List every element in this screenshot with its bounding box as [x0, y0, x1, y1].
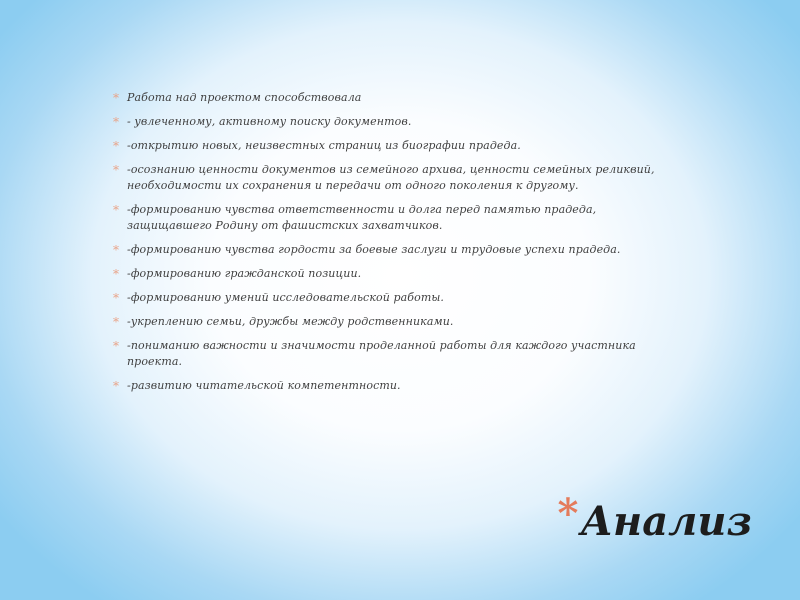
star-bullet-icon: * [113, 291, 120, 305]
list-item [113, 290, 658, 306]
star-bullet-icon: * [113, 267, 120, 281]
star-bullet-icon: * [113, 139, 120, 153]
list-item [113, 266, 658, 282]
star-bullet-icon: * [113, 379, 120, 393]
list-item-text: -пониманию важности и значимости проделанной работы для каждого участника проекта. [127, 339, 636, 368]
list-item [113, 138, 658, 154]
star-bullet-icon: * [113, 163, 120, 177]
title-star-icon: * [557, 490, 579, 537]
star-bullet-icon: * [113, 243, 120, 257]
star-bullet-icon: * [113, 203, 120, 217]
slide-title [557, 490, 752, 548]
list-item-text: -формированию чувства гордости за боевые заслуги и трудовые успехи прадеда. [127, 243, 621, 256]
list-item [113, 314, 658, 330]
bullet-list [113, 90, 658, 402]
list-item [113, 162, 658, 194]
list-item-text: - увлеченному, активному поиску документов. [127, 115, 412, 128]
star-bullet-icon: * [113, 315, 120, 329]
list-item-text: -формированию гражданской позиции. [127, 267, 362, 280]
list-item [113, 378, 658, 394]
list-item [113, 338, 658, 370]
list-item-text: -открытию новых, неизвестных страниц из биографии прадеда. [127, 139, 521, 152]
list-item-text: -развитию читательской компетентности. [127, 379, 401, 392]
star-bullet-icon: * [113, 115, 120, 129]
list-item-text: -формированию чувства ответственности и долга перед памятью прадеда, защищавшего Родину от фашистских захватчиков. [127, 203, 597, 232]
list-item-text: -формированию умений исследовательской работы. [127, 291, 445, 304]
list-item [113, 242, 658, 258]
page-title: Анализ [580, 498, 752, 545]
list-item-text: -осознанию ценности документов из семейного архива, ценности семейных реликвий, необходимости их сохранения и передачи от одного поколения к другому. [127, 163, 655, 192]
list-item [113, 202, 658, 234]
star-bullet-icon: * [113, 91, 120, 105]
list-item-text: -укреплению семьи, дружбы между родственниками. [127, 315, 454, 328]
list-item-text: Работа над проектом способствовала [127, 91, 362, 104]
list-item [113, 114, 658, 130]
list-item [113, 90, 658, 106]
star-bullet-icon: * [113, 339, 120, 353]
